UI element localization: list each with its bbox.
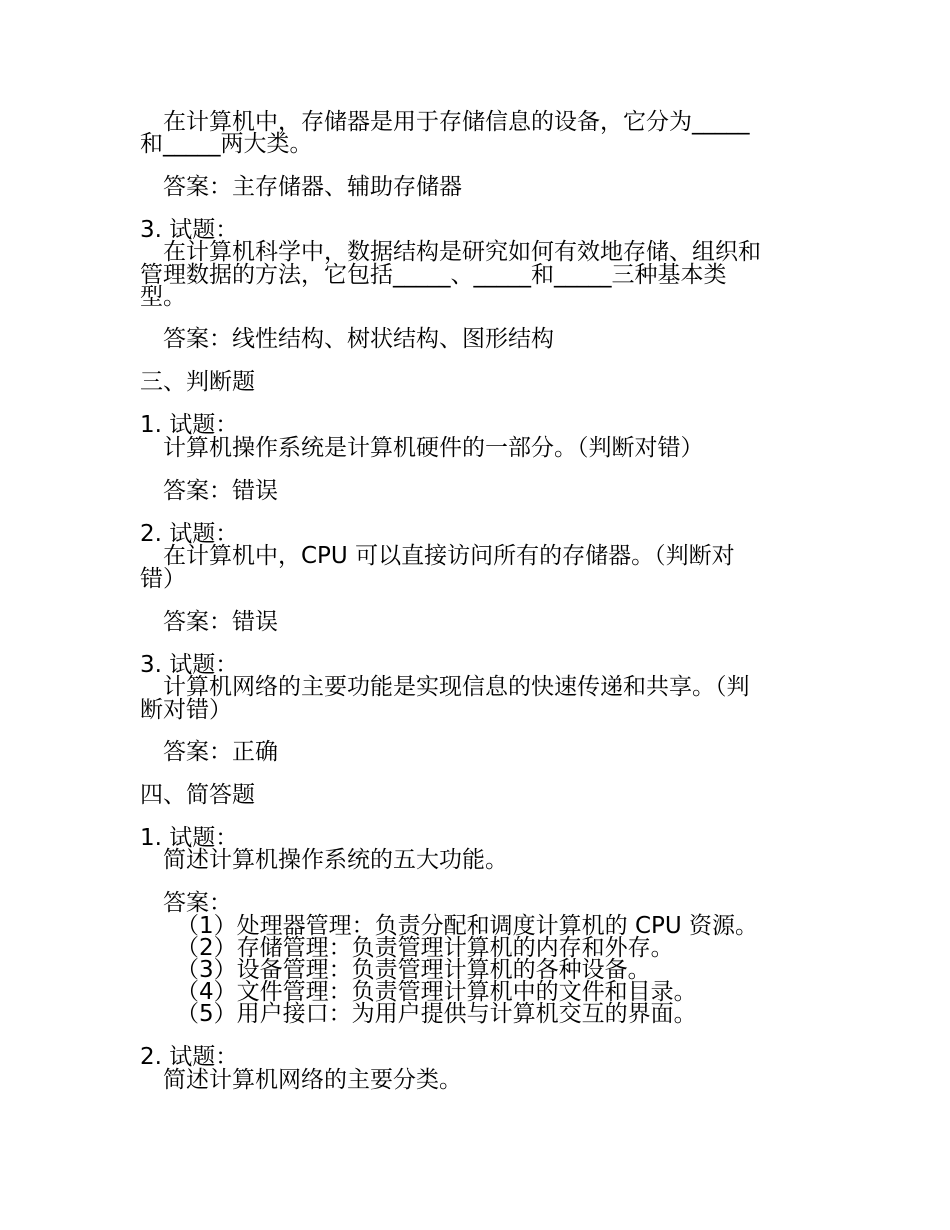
question-number: 3. 试题：	[140, 652, 239, 678]
question-text: 计算机操作系统是计算机硬件的一部分。（判断对错）	[163, 435, 704, 461]
answer-label: 答案：	[163, 890, 232, 916]
question-number: 1. 试题：	[140, 825, 239, 851]
section-heading: 三、判断题	[140, 369, 255, 395]
question-text: 错）	[140, 566, 186, 592]
question-text: 简述计算机网络的主要分类。	[163, 1067, 462, 1093]
question-text: 在计算机科学中，数据结构是研究如何有效地存储、组织和	[163, 239, 761, 265]
question-number: 1. 试题：	[140, 412, 239, 438]
section-heading: 四、简答题	[140, 782, 255, 808]
question-text: 计算机网络的主要功能是实现信息的快速传递和共享。（判	[163, 674, 750, 700]
question-number: 2. 试题：	[140, 521, 239, 547]
question-text: 管理数据的方法，它包括_____、_____和_____三种基本类	[140, 262, 727, 288]
answer-text: 答案：错误	[163, 478, 278, 504]
answer-list-item: （5）用户接口：为用户提供与计算机交互的界面。	[176, 1001, 697, 1027]
question-text: 简述计算机操作系统的五大功能。	[163, 847, 508, 873]
question-number: 3. 试题：	[140, 217, 239, 243]
question-text: 在计算机中，CPU 可以直接访问所有的存储器。（判断对	[163, 543, 735, 569]
answer-text: 答案：正确	[163, 739, 278, 765]
answer-list-item: （3）设备管理：负责管理计算机的各种设备。	[176, 957, 651, 983]
question-text: 断对错）	[140, 697, 232, 723]
question-text: 和_____两大类。	[140, 131, 313, 157]
answer-list-item: （4）文件管理：负责管理计算机中的文件和目录。	[176, 979, 697, 1005]
question-text: 型。	[140, 284, 186, 310]
answer-text: 答案：线性结构、树状结构、图形结构	[163, 326, 554, 352]
answer-list-item: （1）处理器管理：负责分配和调度计算机的 CPU 资源。	[176, 913, 759, 939]
question-number: 2. 试题：	[140, 1044, 239, 1070]
answer-list-item: （2）存储管理：负责管理计算机的内存和外存。	[176, 935, 674, 961]
answer-text: 答案：错误	[163, 609, 278, 635]
answer-text: 答案：主存储器、辅助存储器	[163, 174, 462, 200]
question-text: 在计算机中，存储器是用于存储信息的设备，它分为_____	[163, 109, 750, 135]
